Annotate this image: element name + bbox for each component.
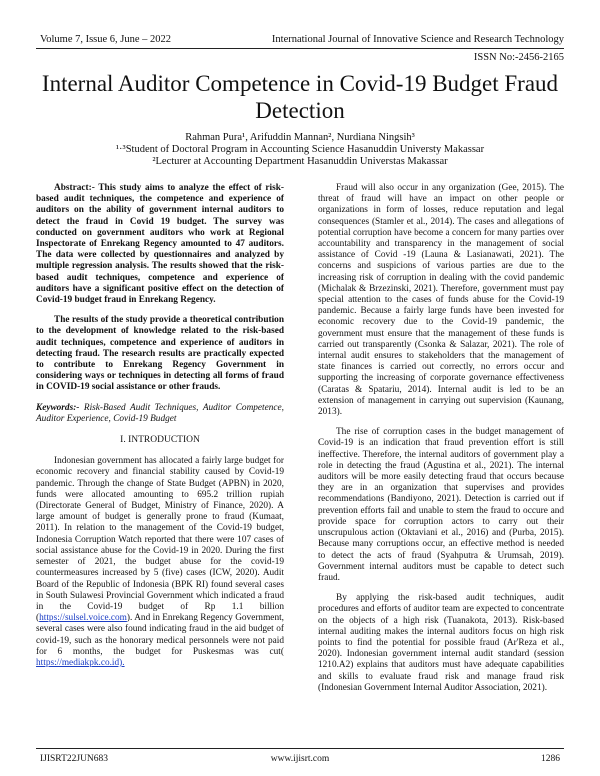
affiliation-2: ²Lecturer at Accounting Department Hasanuddin Universtas Makassar <box>152 156 448 167</box>
link-sulsel-voice[interactable]: https://sulsel.voice.com <box>39 613 127 624</box>
link-mediakpk[interactable]: https://mediakpk.co.id). <box>36 657 125 668</box>
right-paragraph-1: Fraud will also occur in any organization (Gee, 2015). The threat of fraud will have an impact on other people or organizations in form of losses, reduce reputation and legal consequences (Stamler et al., 2014). The cases and allegations of potential corruption have become a concern for many parties over accountability and transparency in the management of social assistance of Covid -19 (Launa & Lasianawati, 2021). The concerns and suspicions of various parties are due to the increasing risk of corruption in dealing with the covid pandemic (Michalak & Brzezinski, 2021). Therefore, government must pay special attention to the cases of funds abuse for the Covid-19 pandemic. Because a fairly large funds have been invested for economic recovery due to the Covid-19 pandemic, the government must ensure that the management of these funds is carried out transparently (Csonka & Salazar, 2021). The role of internal audit ensures to stakeholders that the management of state finances is carried out correctly, no errors occur and supporting the increasing of corporate governance effectiveness (Caratas & Spatariu, 2014). Internal audit is led to be an extension of management in carrying out supervision (Kaunang, 2013). <box>318 183 564 418</box>
right-paragraph-2: The rise of corruption cases in the budget management of Covid-19 is an indication that fraud prevention effort is still ineffective. Therefore, the internal auditors of government play a role in detecting the fraud (Agustina et al., 2021). The internal auditors will be more easily detecting fraud that occurs because they are in an organization that supervises and provides recommendations (Bandiyono, 2021). Detection is carried out if prevention efforts fail and unable to stem the fraud to occure and provide space for corruption actors to carry out their unscrupulous action (Oktaviani et al., 2016) and (Purba, 2015). Because many corruptions occur, an effective method is needed to detect the acts of fraud (Syahputra & Urumsah, 2019). Government internal auditors must be capable to detect such fraud. <box>318 427 564 583</box>
page-number: 1286 <box>541 754 560 764</box>
author-names: Rahman Pura¹, Arifuddin Mannan², Nurdiana Ningsih³ <box>185 132 415 143</box>
footer-site[interactable]: www.ijisrt.com <box>270 754 330 764</box>
header-volume: Volume 7, Issue 6, June – 2022 <box>40 34 172 45</box>
left-column <box>36 183 284 678</box>
footer-divider <box>36 748 564 749</box>
header-divider <box>36 48 564 49</box>
right-column <box>318 183 564 703</box>
right-paragraph-3: By applying the risk-based audit techniques, audit procedures and efforts of auditor team are expected to concentrate on the objects of a high risk (Tuanakota, 2013). Risk-based internal auditing makes the internal auditors focus on high risk points to find the potential for possible fraud (Ar'Reza et al., 2020). Indonesian government internal audit standard (session 1210.A2) explains that auditors must have adequate capabilities and skills to evaluate fraud risk and manage fraud risk (Indonesian Government Internal Auditor Association, 2021). <box>318 593 564 693</box>
affiliation-1: ¹·³Student of Doctoral Program in Accounting Science Hasanuddin Universty Makassar <box>115 144 485 155</box>
header-issn: ISSN No:-2456-2165 <box>473 52 564 63</box>
footer-code: IJISRT22JUN683 <box>40 754 109 764</box>
paper-title: Internal Auditor Competence in Covid-19 Budget Fraud Detection <box>41 71 559 123</box>
author-block <box>40 132 560 168</box>
intro-paragraph-1: Indonesian government has allocated a fairly large budget for economic recovery and financial stability caused by Covid-19 pandemic. Through the change of State Budget (APBN) in 2020, funds were allocated amounting to 695.2 trillion rupiah (Directorate General of Budget, Ministry of Finance, 2020). A large amount of budget is generally prone to fraud (Kumaat, 2011). In relation to the management of the Covid-19 budget, Indonesia Corruption Watch reported that there were 107 cases of social assistance abuse for the Covid-19 in 2020. During the first semester of 2021, the budget abuse for the covid-19 countermeasures increased by 5 (five) cases (ICW, 2020). Audit Board of the Republic of Indonesia (BPK RI) found several cases in South Sulawesi Provincial Government which indicated a fraud in the Covid-19 budget of Rp 1.1 billion (https://sulsel.voice.com). And in Enrekang Regency Government, several cases were also found indicating fraud in the aid budget of covid-19, such as the honorary medical personnels were not paid for 6 months, the budget for Puskesmas was cut( https://mediakpk.co.id). <box>36 456 284 668</box>
abstract-label: Abstract:- <box>54 183 95 193</box>
keywords-label: Keywords:- <box>36 402 80 413</box>
abstract-paragraph-2: The results of the study provide a theoretical contribution to the development of knowledge related to the risk-based audit techniques, competence and experience of auditors in detecting fraud. The research results are practically expected to contribute to Enrekang Regency Government in considering ways or techniques in detecting all forms of fraud in COVID-19 social assistance or other frauds. <box>36 315 284 393</box>
section-heading-introduction: I. INTRODUCTION <box>120 435 200 446</box>
header-journal: International Journal of Innovative Science and Research Technology <box>271 34 564 45</box>
keywords: Keywords:- Risk-Based Audit Techniques, Auditor Competence, Auditor Experience, Covid-19 Budget <box>36 402 284 424</box>
abstract-paragraph-1: Abstract:- This study aims to analyze the effect of risk-based audit techniques, the competence and experience of auditors on the ability of government internal auditors to detect the fraud in Covid 19 budget. The survey was conducted on government auditors who work at Regional Inspectorate of Enrekang Regency amounted to 47 auditors. The data were collected by questionnaires and analyzed by multiple regression analysis. The results showed that the risk-based audit techniques, competence and experience of auditors have a significant positive effect on the detection of Covid-19 budget fraud in Enrekang Regency. <box>36 183 284 306</box>
